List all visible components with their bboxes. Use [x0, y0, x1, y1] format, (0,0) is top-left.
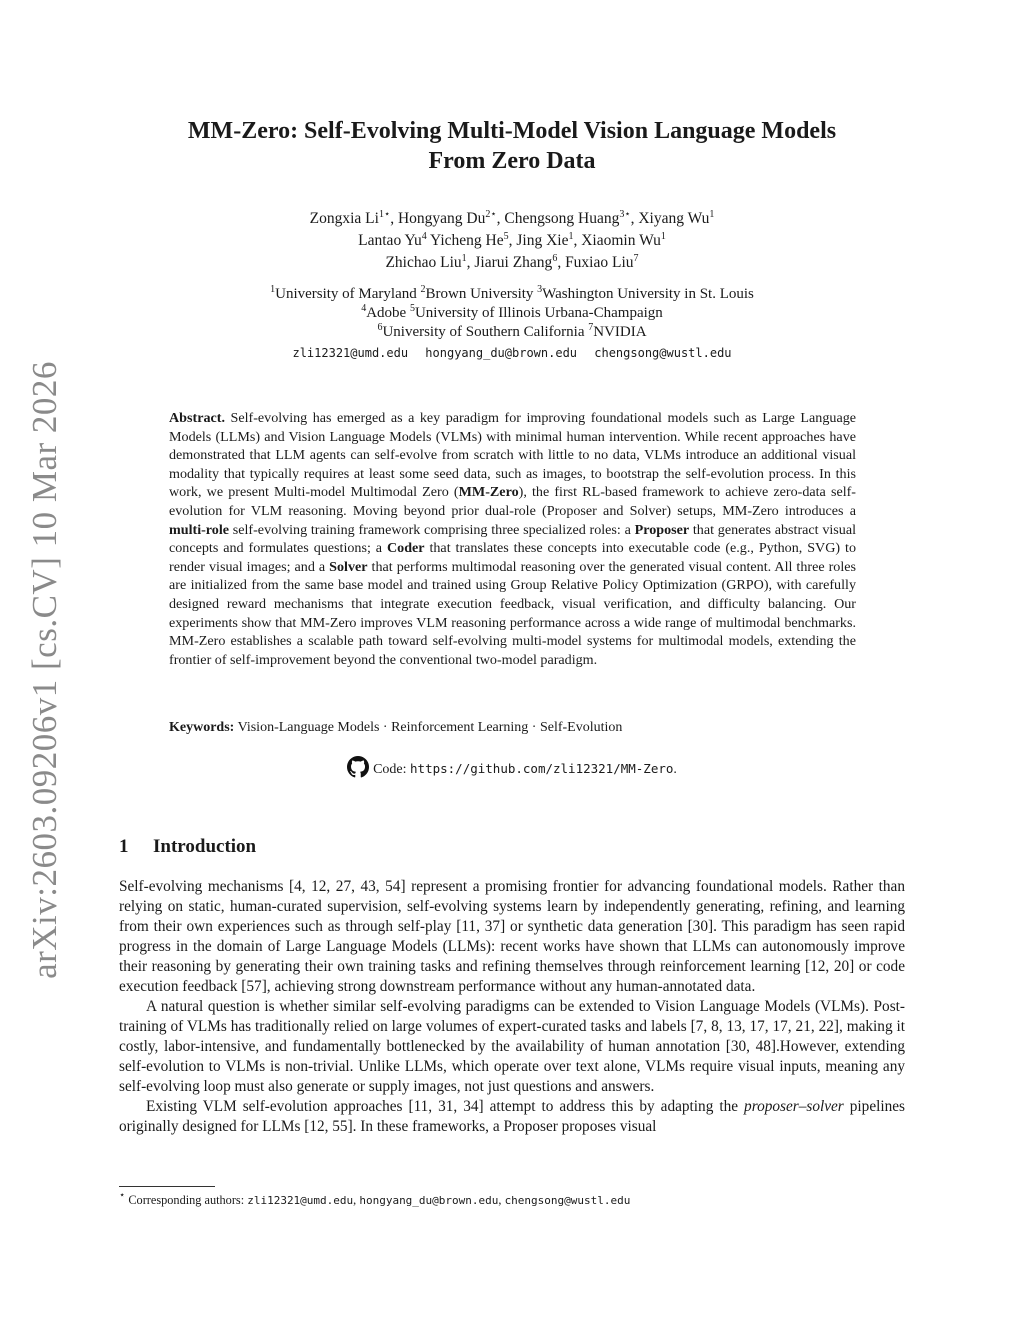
abstract-bold: multi-role	[169, 521, 230, 538]
author-sup: 1⋆	[378, 209, 391, 220]
author-sup: 6	[552, 253, 558, 264]
author-name: Yicheng He	[430, 232, 504, 249]
paper-title	[119, 116, 905, 176]
code-label: Code:	[373, 762, 411, 777]
author-name: Chengsong Huang	[504, 210, 620, 227]
arxiv-watermark: arXiv:2603.09206v1 [cs.CV] 10 Mar 2026	[25, 361, 64, 979]
section-number: 1	[119, 836, 129, 857]
paragraph-text: Existing VLM self-evolution approaches [11, 31, 34] attempt to address this by adapting the	[146, 1098, 745, 1115]
author-list	[119, 208, 905, 274]
affiliation-list	[119, 285, 905, 342]
affiliation: University of Maryland	[275, 286, 417, 302]
email-link[interactable]: zli12321@umd.edu	[292, 346, 409, 360]
separator: ,	[353, 1193, 360, 1207]
abstract-text: that generates abstract visual concepts and formulates questions; a	[169, 521, 856, 557]
affiliation-line-2	[119, 304, 905, 323]
author-sup: 1	[568, 231, 574, 242]
author-sup: 1	[461, 253, 467, 264]
title-line-1: MM-Zero: Self-Evolving Multi-Model Vision Language Models	[187, 118, 837, 144]
author-name: Hongyang Du	[397, 210, 486, 227]
affiliation: University of Illinois Urbana-Champaign	[414, 305, 663, 321]
affil-sup: 3	[537, 284, 543, 295]
author-emails	[119, 346, 905, 360]
author-name: Fuxiao Liu	[565, 254, 634, 271]
author-sup: 2⋆	[485, 209, 497, 220]
author-name: Lantao Yu	[358, 232, 422, 249]
footnote-rule	[119, 1186, 215, 1187]
author-sup: 7	[633, 253, 639, 264]
author-line-1: Zongxia $Li^{1⋆}$, Hongyang $Du^{2⋆}$, Chengsong Huang$^{3⋆}$, Xiyang Wu$^1$	[309, 209, 715, 227]
paragraph: Self-evolving mechanisms [4, 12, 27, 43, 54] represent a promising frontier for advancing foundational models. Rather than relying on static, human-curated supervision, self-evolving systems learn by independently generating, refining, and learning from their own experiences such as through self-play [11, 37] or synthetic data generation [30]. This paradigm has seen rapid progress in the domain of Large Language Models (LLMs): recent works have shown that LLMs can autonomously improve their reasoning by generating their own training tasks and refining themselves through reinforcement learning [12, 20] or code execution feedback [57], achieving strong downstream performance without any human-annotated data.	[119, 878, 905, 995]
code-url-link[interactable]: https://github.com/zli12321/MM-Zero	[410, 761, 674, 776]
abstract-text: that translates these concepts into executable code (e.g., Python, SVG) to render visual images; and a	[169, 540, 856, 575]
abstract-bold: Solver	[329, 558, 368, 575]
author-line-3: Zhichao Liu$^1$, Jiarui Zhang$^6$, Fuxiao Liu$^7$	[385, 253, 639, 271]
paragraph: A natural question is whether similar self-evolving paradigms can be extended to Vision Language Models (VLMs). Post-training of VLMs has traditionally relied on large volumes of expert-curated tasks and labels [7, 8, 13, 17, 17, 21, 22], making it costly, labor-intensive, and fundamentally bottlenecked by the availability of human annotation [30, 48].However, extending self-evolution to VLMs is non-trivial. Unlike LLMs, which operate over text alone, VLMs require visual inputs, meaning any self-evolving loop must also generate or supply images, not just questions and answers.	[119, 998, 905, 1095]
author-name: Jiarui Zhang	[474, 254, 553, 271]
keywords-text: Vision-Language Models · Reinforcement Learning · Self-Evolution	[234, 720, 623, 735]
footnote	[119, 1192, 905, 1209]
author-name: Xiaomin Wu	[581, 232, 661, 249]
paragraph-text: pipelines originally designed for LLMs [12, 55]. In these frameworks, a Proposer proposes visual	[119, 1098, 905, 1135]
author-name: Zongxia Li	[309, 210, 379, 227]
abstract-text: self-evolving training framework comprising three specialized roles: a	[229, 521, 635, 538]
section-heading	[119, 836, 256, 858]
affiliation: Washington University in St. Louis	[542, 286, 754, 302]
email-link[interactable]: chengsong@wustl.edu	[504, 1194, 631, 1207]
email-link[interactable]: hongyang_du@brown.edu	[359, 1194, 499, 1207]
affil-sup: 7	[588, 322, 594, 333]
author-line-2: Lantao Yu$^4$ Yicheng He$^5$, Jing Xie$^1$, Xiaomin Wu$^1$	[358, 231, 666, 249]
author-sup: 1	[709, 209, 715, 220]
affil-sup: 4	[361, 303, 367, 314]
paragraph-italic: proposer–solver	[744, 1098, 844, 1115]
keywords-label: Keywords:	[169, 720, 235, 735]
affiliation: Brown University	[425, 286, 534, 302]
email-link[interactable]: hongyang_du@brown.edu	[425, 346, 578, 360]
footnote-mark: ⋆	[119, 1190, 126, 1201]
footnote-label: Corresponding authors:	[125, 1193, 248, 1207]
abstract-bold: Proposer	[634, 521, 690, 538]
affil-sup: 2	[420, 284, 426, 295]
abstract-text: that performs multimodal reasoning over the generated visual content. All three roles are initialized from the same base model and trained using Group Relative Policy Optimization (GRPO), with carefully designed reward mechanisms that integrate execution feedback, visual verification, and difficulty balancing. Our experiments show that MM-Zero improves VLM reasoning performance across a wide range of multimodal benchmarks. MM-Zero establishes a scalable path toward self-evolving multi-model systems for multimodal models, extending the frontier of self-improvement beyond the conventional two-model paradigm.	[169, 558, 856, 668]
affiliation: University of Southern California	[382, 324, 585, 340]
author-name: Zhichao Liu	[385, 254, 462, 271]
abstract	[169, 409, 856, 669]
author-sup: 5	[503, 231, 509, 242]
abstract-label: Abstract.	[169, 410, 225, 426]
affiliation-line-1	[119, 285, 905, 304]
title-line-2: From Zero Data	[428, 148, 596, 174]
keywords	[169, 719, 856, 737]
code-link-line	[119, 756, 905, 780]
affiliation: Adobe	[366, 305, 407, 321]
email-link[interactable]: chengsong@wustl.edu	[594, 346, 732, 360]
code-end: .	[673, 762, 677, 777]
affiliation-line-3	[119, 323, 905, 342]
author-sup: 4	[421, 231, 427, 242]
github-icon	[347, 756, 369, 778]
abstract-text: ), the first RL-based framework to achieve zero-data self-evolution for VLM reasoning. Moving beyond prior dual-role (Proposer and Solver) setups, MM-Zero introduces a	[169, 484, 857, 519]
separator: ,	[498, 1193, 505, 1207]
section-title-text: Introduction	[153, 836, 257, 857]
abstract-text: Self-evolving has emerged as a key paradigm for improving foundational models such as Large Language Models (LLMs) and Vision Language Models (VLMs) with minimal human intervention. While recent approaches have demonstrated that LLM agents can self-evolve from scratch with little to no data, VLMs introduce an additional visual modality that typically requires at least some seed data, such as images, to bootstrap the self-evolution process. In this work, we present Multi-model Multimodal Zero (	[169, 410, 856, 501]
affiliation: NVIDIA	[593, 324, 647, 340]
affil-sup: 6	[377, 322, 383, 333]
author-sup: 1	[660, 231, 666, 242]
email-link[interactable]: zli12321@umd.edu	[247, 1194, 354, 1207]
abstract-bold: Coder	[386, 540, 425, 557]
affil-sup: 5	[409, 303, 415, 314]
section-body	[119, 877, 905, 1137]
author-name: Jing Xie	[516, 232, 569, 249]
paragraph	[119, 1097, 905, 1137]
author-name: Xiyang Wu	[638, 210, 710, 227]
abstract-bold: MM-Zero	[458, 484, 519, 501]
author-sup: 3⋆	[619, 209, 631, 220]
affil-sup: 1	[270, 284, 276, 295]
